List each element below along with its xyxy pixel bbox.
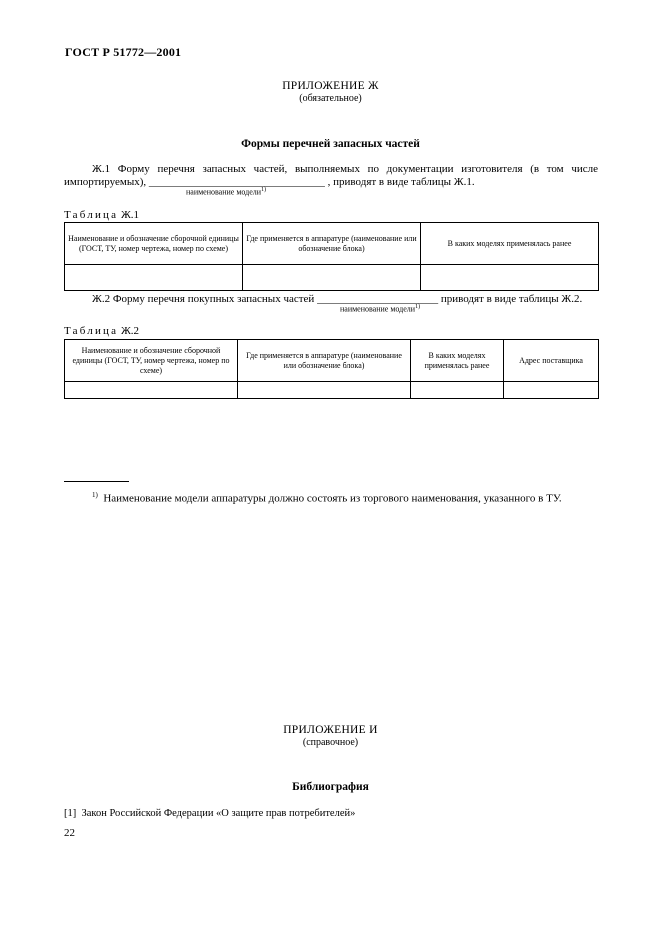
paragraph-zh2-start: Ж.2 Форму перечня покупных запасных частей [92,293,315,305]
footnote-ref-1: 1) [261,187,267,193]
footnote-mark: 1) [92,491,98,499]
appendix-zh-status: (обязательное) [299,93,362,104]
appendix-i-title: ПРИЛОЖЕНИЕ И [283,724,378,736]
paragraph-zh1-line2 [64,175,475,189]
table1-empty-cell [243,265,421,291]
appendix-i-status: (справочное) [302,737,359,748]
appendix-zh-heading: Формы перечней запасных частей [241,138,420,150]
table2-empty-cell [65,382,238,399]
bibliography-item-1: [1] Закон Российской Федерации «О защите прав потребителей» [64,808,356,819]
model-name-caption-1: наименование модели$^{1)}$ [186,187,267,197]
table1-header-models: В каких моделях применялась ранее [421,223,599,265]
table2-caption: Таблица Ж.2 [64,325,140,337]
table-zh2 [64,339,599,399]
document-header: ГОСТ Р 51772—2001 [65,45,182,59]
footnote [92,488,562,506]
footnote-separator [64,481,129,482]
table1-caption: Таблица Ж.1 [64,209,140,221]
table2-header-supplier: Адрес поставщика [504,340,599,382]
table2-empty-cell [504,382,599,399]
model-name-blank-1: ________________________________ [148,176,325,188]
table1-header-designation: Наименование и обозначение сборочной единицы (ГОСТ, ТУ, номер чертежа, номер по схеме) [65,223,243,265]
table2-empty-cell [411,382,504,399]
table1-empty-cell [421,265,599,291]
paragraph-zh1-start: импортируемых), [64,176,147,188]
model-name-caption-2: наименование модели$^{1)}$ [340,304,421,314]
footnote-ref-2: 1) [415,304,421,310]
page-number: 22 [64,827,75,839]
footnote-text: Наименование модели аппаратуры должно состоять из торгового наименования, указанного в ТУ. [103,492,562,505]
table2-header-models: В каких моделях применялась ранее [411,340,504,382]
paragraph-zh1-line1: Ж.1 Форму перечня запасных частей, выполняемых по документации изготовителя (в том числе [92,163,598,175]
table2-empty-cell [238,382,411,399]
model-name-blank-2: ______________________ [317,293,439,305]
table2-header-usage: Где применяется в аппаратуре (наименование или обозначение блока) [238,340,411,382]
paragraph-zh2 [92,292,582,306]
paragraph-zh1-end: , приводят в виде таблицы Ж.1. [327,176,475,188]
bibliography-heading: Библиография [292,781,369,793]
appendix-zh-title: ПРИЛОЖЕНИЕ Ж [282,80,379,92]
table-zh1 [64,222,599,291]
table2-header-designation: Наименование и обозначение сборочной единицы (ГОСТ, ТУ, номер чертежа, номер по схеме) [65,340,238,382]
paragraph-zh2-end: приводят в виде таблицы Ж.2. [440,293,583,305]
table1-empty-cell [65,265,243,291]
table1-header-usage: Где применяется в аппаратуре (наименование или обозначение блока) [243,223,421,265]
